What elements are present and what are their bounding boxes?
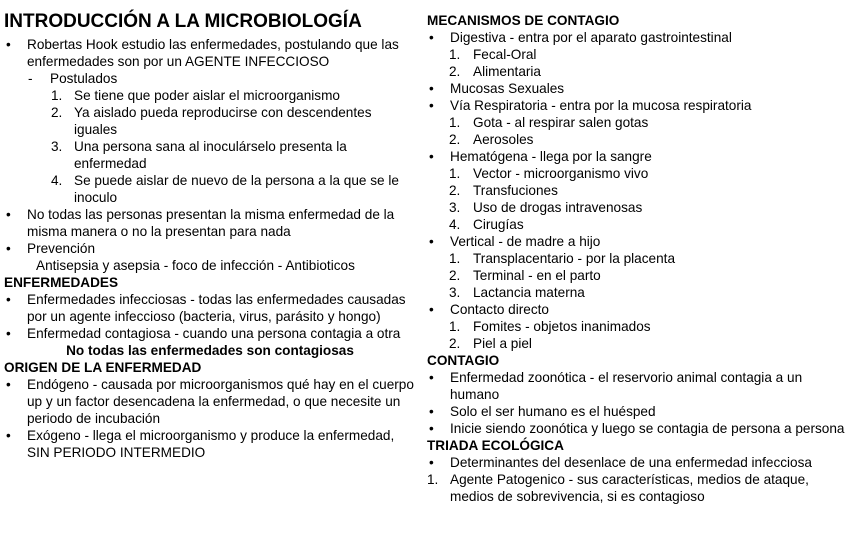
number-marker: 1. [51,88,63,103]
bullet-marker: • [6,207,11,222]
no-todas-text: No todas las personas presentan la misma enfermedad de la misma manera o no la presentan para nada [27,207,395,239]
bullet-marker: • [6,428,11,443]
postulado-text: Ya aislado pueda reproducirse con descendentes iguales [74,105,372,137]
bullet-marker: • [429,370,434,385]
postulado-text: Se tiene que poder aislar el microorganismo [74,88,340,103]
number-marker: 1. [449,251,461,266]
number-marker: 2. [449,64,461,79]
postulado-text: Se puede aislar de nuevo de la persona a la que se le inoculo [74,173,399,205]
postulado-item [4,87,416,104]
contacto-sub-text: Piel a piel [473,336,532,351]
respiratoria-sub-text: Gota - al respirar salen gotas [473,115,649,130]
prevencion-detail: Antisepsia y asepsia - foco de infección - Antibioticos [36,258,355,273]
number-marker: 1. [449,47,461,62]
endogeno-item [4,376,416,427]
number-marker: 2. [449,183,461,198]
digestiva-item [427,29,845,46]
endogeno-text: Endógeno - causada por microorganismos qué hay en el cuerpo up y un factor desencadena la enfermedad, o que necesite un periodo de incubación [27,377,414,426]
prevencion-item [4,240,416,257]
vertical-text: Vertical - de madre a hijo [450,234,601,249]
number-marker: 1. [449,166,461,181]
number-marker: 4. [51,173,63,188]
hematogena-sub-item [427,182,845,199]
vertical-sub-item [427,250,845,267]
zoonotica-text: Enfermedad zoonótica - el reservorio animal contagia a un humano [450,370,803,402]
contacto-sub-text: Fomites - objetos inanimados [473,319,651,334]
triada-heading: TRIADA ECOLÓGICA [427,438,564,453]
contacto-sub-item [427,318,845,335]
intro-text: Robertas Hook estudio las enfermedades, postulando que las enfermedades son por un AGENTE INFECCIOSO [27,37,399,69]
number-marker: 4. [449,217,461,232]
bullet-marker: • [429,30,434,45]
enfermedades-heading: ENFERMEDADES [4,275,119,290]
inicie-item [427,420,845,437]
prevencion-text: Prevención [27,241,96,256]
zoonotica-item [427,369,845,403]
digestiva-sub-item [427,63,845,80]
hematogena-sub-item [427,165,845,182]
huesped-item [427,403,845,420]
bullet-marker: • [429,81,434,96]
vertical-item [427,233,845,250]
no-contagiosas-note: No todas las enfermedades son contagiosas [66,343,354,358]
postulados-item [4,70,416,87]
bullet-marker: • [429,421,434,436]
respiratoria-sub-item [427,131,845,148]
postulado-item [4,172,416,206]
postulado-item [4,138,416,172]
mucosas-item [427,80,845,97]
hematogena-sub-text: Vector - microorganismo vivo [473,166,649,181]
enf-contagiosa-text: Enfermedad contagiosa - cuando una persona contagia a otra [27,326,401,341]
right-column [427,12,845,505]
agente-text: Agente Patogenico - sus características, medios de ataque, medios de sobrevivencia, si es contagioso [450,472,809,504]
number-marker: 3. [51,139,63,154]
respiratoria-text: Vía Respiratoria - entra por la mucosa respiratoria [450,98,752,113]
postulados-label: Postulados [50,71,118,86]
mecanismos-heading: MECANISMOS DE CONTAGIO [427,13,620,28]
number-marker: 2. [449,336,461,351]
no-todas-item [4,206,416,240]
number-marker: 2. [51,105,63,120]
hematogena-sub-text: Cirugías [473,217,524,232]
respiratoria-sub-item [427,114,845,131]
contacto-text: Contacto directo [450,302,549,317]
contacto-item [427,301,845,318]
inicie-text: Inicie siendo zoonótica y luego se contagia de persona a persona [450,421,845,436]
bullet-marker: • [429,98,434,113]
bullet-marker: • [429,149,434,164]
vertical-sub-text: Lactancia materna [473,285,585,300]
contacto-sub-item [427,335,845,352]
digestiva-text: Digestiva - entra por el aparato gastrointestinal [450,30,732,45]
exogeno-item [4,427,416,461]
exogeno-text: Exógeno - llega el microorganismo y produce la enfermedad, SIN PERIODO INTERMEDIO [27,428,395,460]
determinantes-item [427,454,845,471]
hematogena-item [427,148,845,165]
bullet-marker: • [6,377,11,392]
bullet-marker: • [429,234,434,249]
left-column [4,10,416,461]
intro-item [4,36,416,70]
vertical-sub-text: Terminal - en el parto [473,268,601,283]
bullet-marker: • [429,404,434,419]
respiratoria-sub-text: Aerosoles [473,132,534,147]
enf-contagiosa-item [4,325,416,342]
bullet-marker: • [6,292,11,307]
number-marker: 1. [449,115,461,130]
number-marker: 2. [449,268,461,283]
hematogena-text: Hematógena - llega por la sangre [450,149,652,164]
contagio-heading: CONTAGIO [427,353,500,368]
determinantes-text: Determinantes del desenlace de una enfermedad infecciosa [450,455,812,470]
digestiva-sub-item [427,46,845,63]
enf-infecciosas-text: Enfermedades infecciosas - todas las enfermedades causadas por un agente infeccioso (bacteria, virus, parásito y hongo) [27,292,406,324]
enf-infecciosas-item [4,291,416,325]
number-marker: 3. [449,285,461,300]
huesped-text: Solo el ser humano es el huésped [450,404,656,419]
bullet-marker: • [429,302,434,317]
vertical-sub-item [427,284,845,301]
agente-item [427,471,845,505]
bullet-marker: • [6,37,11,52]
dash-marker: - [28,71,33,86]
hematogena-sub-item [427,199,845,216]
hematogena-sub-text: Transfuciones [473,183,558,198]
digestiva-sub-text: Alimentaria [473,64,541,79]
origen-heading: ORIGEN DE LA ENFERMEDAD [4,360,202,375]
bullet-marker: • [6,326,11,341]
digestiva-sub-text: Fecal-Oral [473,47,537,62]
vertical-sub-text: Transplacentario - por la placenta [473,251,676,266]
number-marker: 1. [427,472,439,487]
hematogena-sub-text: Uso de drogas intravenosas [473,200,643,215]
bullet-marker: • [429,455,434,470]
mucosas-text: Mucosas Sexuales [450,81,565,96]
vertical-sub-item [427,267,845,284]
postulado-text: Una persona sana al inoculárselo presenta la enfermedad [74,139,347,171]
document-title: INTRODUCCIÓN A LA MICROBIOLOGÍA [4,11,362,32]
number-marker: 3. [449,200,461,215]
number-marker: 2. [449,132,461,147]
hematogena-sub-item [427,216,845,233]
postulado-item [4,104,416,138]
number-marker: 1. [449,319,461,334]
bullet-marker: • [6,241,11,256]
respiratoria-item [427,97,845,114]
